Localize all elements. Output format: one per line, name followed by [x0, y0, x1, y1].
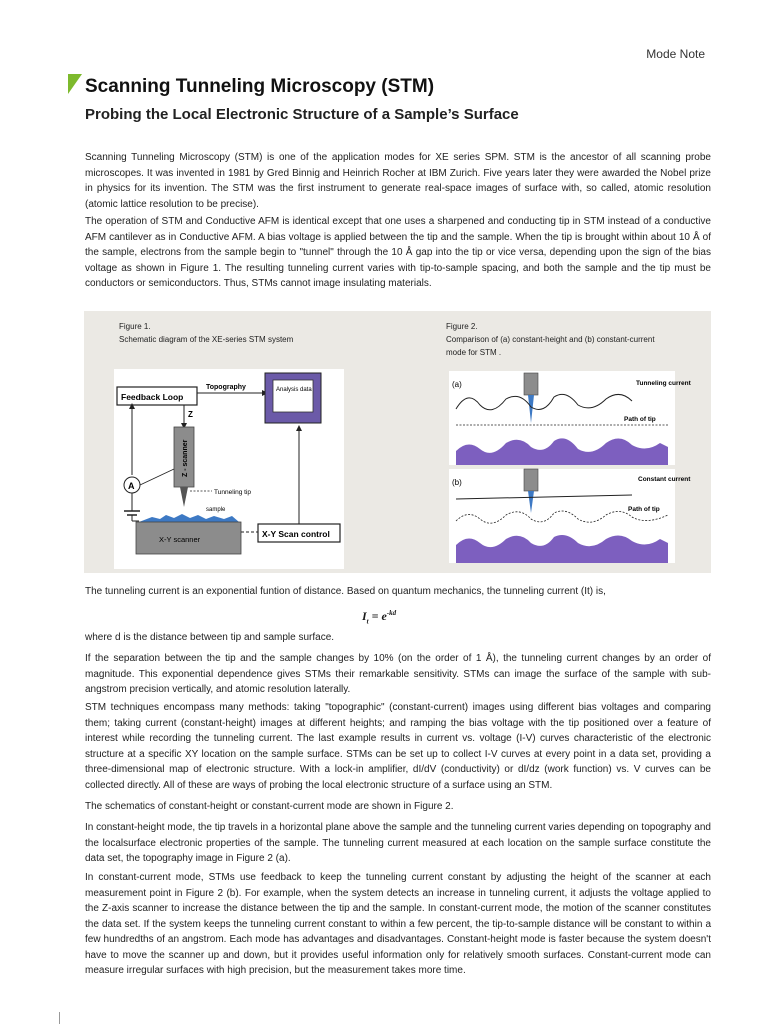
figure1-diagram [114, 369, 344, 569]
paragraph-constant-current: In constant-current mode, STMs use feedback to keep the tunneling current constant by adjusting the height of the scanner at each measurement point in Figure 2 (b). For example, when the system detects an increase in tunneling current, it adjusts the voltage applied to the Z-axis scanner to increase the distance between the tip and the sample. In constant-current mode, the motion of the scanner constitutes the data set. If the system keeps the tunneling current constant to within a few percent, the tip-to-sample distance will be constant to within a few hundredths of an angstrom. Each mode has advantages and disadvantages. Constant-height mode is faster because the system doesn't have to move the scanner up and down, but it provides useful information only for relatively smooth surfaces. Constant-current mode can measure irregular surfaces with high precision, but the measurement takes more time. [85, 872, 711, 976]
paragraph-schematics: The schematics of constant-height or constant-current mode are shown in Figure 2. [85, 801, 454, 812]
figure2b-scanner [524, 469, 538, 491]
figure1-caption-text: Schematic diagram of the XE-series STM system [119, 335, 294, 344]
ammeter-label: A [128, 481, 135, 491]
mode-note: Mode Note [646, 47, 705, 61]
title-accent-triangle [68, 74, 82, 94]
paragraph-operation: The operation of STM and Conductive AFM is identical except that one uses a sharpened and conducting tip in STM instead of a conductive AFM cantilever as in Conductive AFM. A bias voltage is applied between the tip and the sample. When the tip is brought within about 10 Å of the sample, electrons from the sample begin to "tunnel" through the 10 Å gap into the tip or vice versa, depending upon the sign of the bias voltage as shown in Figure 1. The resulting tunneling current varies with tip-to-sample spacing, and both the sample and the tip must be conductors or semiconductors. Thus, STMs cannot image insulating materials. [85, 216, 711, 289]
analysis-screen [273, 380, 313, 412]
page-title: Scanning Tunneling Microscopy (STM) [85, 76, 435, 97]
figure2-caption-title: Figure 2. [446, 322, 478, 331]
page-margin-mark [59, 1012, 60, 1024]
xy-scanner-label: X-Y scanner [159, 535, 201, 544]
figure2b-label: (b) [452, 478, 462, 487]
figure2b-path-label: Path of tip [628, 506, 660, 513]
paragraph-exponential: The tunneling current is an exponential funtion of distance. Based on quantum mechanics, the tunneling current (It) is, [85, 586, 606, 597]
paragraph-where: where d is the distance between tip and sample surface. [85, 632, 335, 643]
paragraph-techniques: STM techniques encompass many methods: taking "topographic" (constant-current) images using different bias voltages and comparing them; taking current (constant-height) images at different heights; and ramping the bias voltage with the tip positioned over a feature of interest while recording the tunneling current. The last example results in current vs. voltage (I-V) curves characteristic of the electronic structure at a specific XY location on the sample surface. STMs can be set up to collect I-V curves at every point in a data set, providing a three-dimensional map of electronic structure. With a lock-in amplifier, dI/dV (conductivity) or dI/dz (work function) vs. V curves can be collected directly. All of these are ways of probing the local electronic structure of a surface using an STM. [85, 702, 711, 791]
topography-label: Topography [206, 384, 246, 391]
figure1-caption-title: Figure 1. [119, 322, 151, 331]
figure-panel [84, 311, 711, 573]
xy-scan-control-label: X-Y Scan control [262, 529, 330, 539]
page-subtitle: Probing the Local Electronic Structure of a Sample’s Surface [85, 106, 519, 123]
feedback-loop-label: Feedback Loop [121, 392, 184, 402]
paragraph-intro: Scanning Tunneling Microscopy (STM) is one of the application modes for XE series SPM. STM is the ancestor of all scanning probe microscopes. It was invented in 1981 by Gred Binnig and Heinrich Rocher at IBM Zurich. Five years later they were awarded the Nobel prize in physics for its invention. The STM was the first instrument to generate real-space images of surface with, so called, atomic resolution (atomic lattice resolution to be precise). [85, 152, 711, 210]
tunneling-equation: $I_t = e^{-kd}$ [362, 609, 397, 626]
tunneling-tip-label: Tunneling tip [214, 489, 251, 496]
analysis-data-label: Analysis data [276, 387, 312, 393]
z-label: Z [188, 410, 193, 419]
constant-current-label: Constant current [638, 476, 691, 483]
figure2-diagram [446, 369, 691, 565]
tunneling-current-label: Tunneling current [636, 380, 691, 387]
z-scanner-label: Z - scanner [182, 439, 189, 477]
figure2a-label: (a) [452, 380, 462, 389]
figure2a-scanner [524, 373, 538, 395]
sample-label: sample [206, 507, 226, 513]
figure2a-path-label: Path of tip [624, 416, 656, 423]
paragraph-separation: If the separation between the tip and the sample changes by 10% (on the order of 1 Å), the tunneling current changes by an order of magnitude. This exponential dependence gives STMs their remarkable sensitivity. STMs can image the surface of the sample with sub-angstrom precision vertically, and atomic resolution laterally. [85, 653, 711, 695]
paragraph-constant-height: In constant-height mode, the tip travels in a horizontal plane above the sample and the tunneling current varies depending on topography and the localsurface electronic properties of the sample. The tunneling current measured at each location on the sample surface constitute the data set, the topography image in Figure 2 (a). [85, 822, 711, 864]
figure2-caption-text: Comparison of (a) constant-height and (b) constant-current mode for STM . [446, 335, 655, 357]
